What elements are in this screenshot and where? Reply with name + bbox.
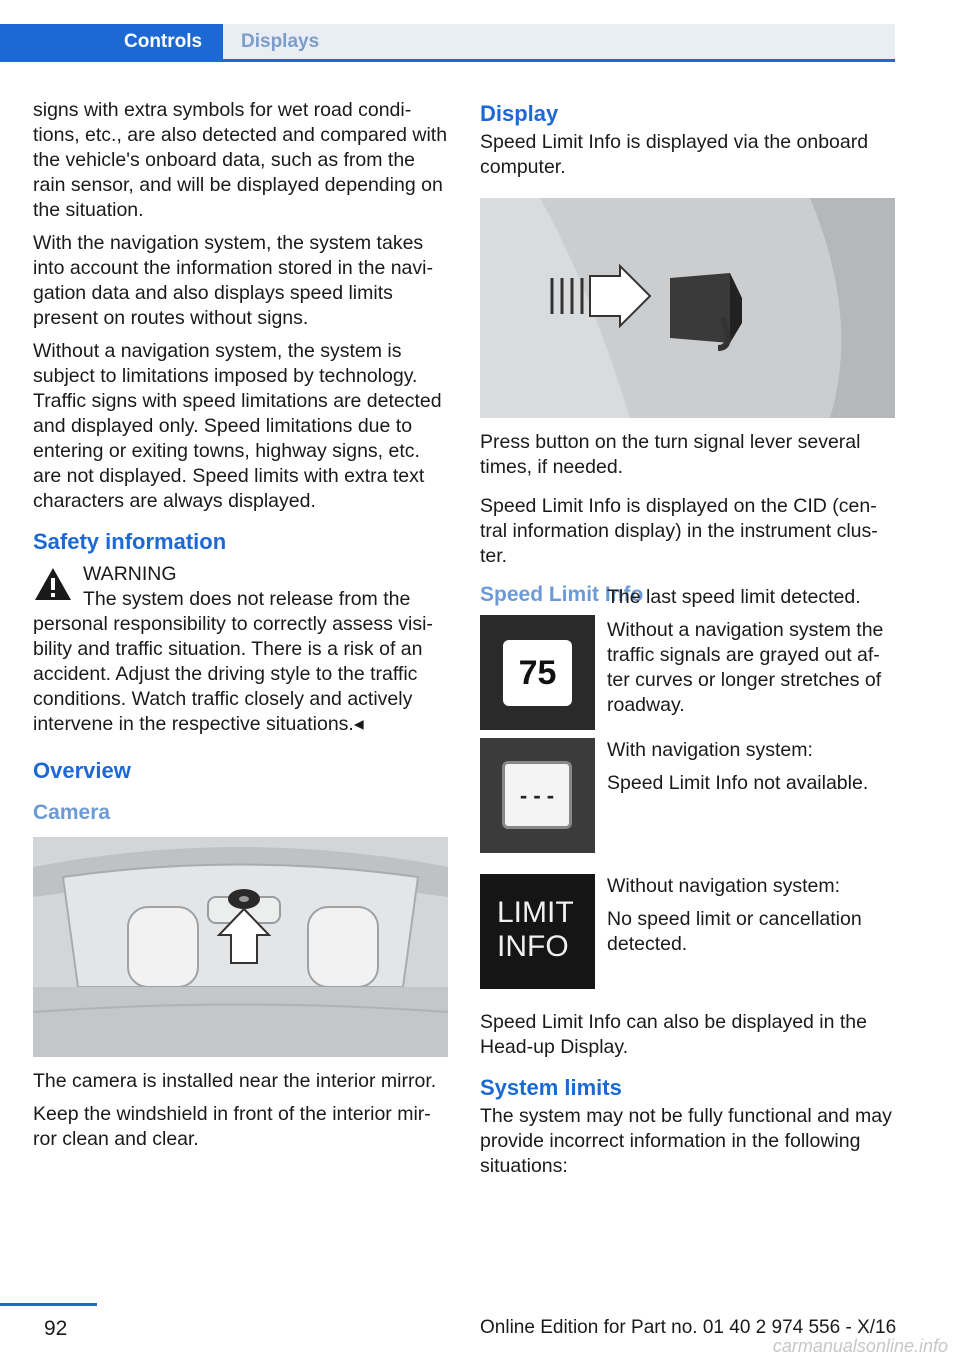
warning-text-first-line: The system does not release from the	[83, 588, 411, 610]
speed-limit-unavailable-row	[480, 738, 896, 854]
page-number: 92	[44, 1317, 68, 1340]
car-interior-illustration	[33, 837, 448, 1057]
no-speed-limit-text: No speed limit or cancellation detected.	[607, 908, 862, 955]
paragraph-navigation: With the navigation system, the system takes into account the information stored in the navigation data and also displays speed limits present on routes without signs.	[33, 232, 433, 329]
speed-limit-75-icon	[480, 615, 595, 730]
warning-block	[33, 562, 448, 737]
warning-title: WARNING	[83, 563, 177, 585]
footer-edition-text: Online Edition for Part no. 01 40 2 974 556 - X/16	[480, 1317, 897, 1338]
speed-limit-info-heading: Speed Limit Info	[480, 583, 644, 606]
hud-text: Speed Limit Info can also be displayed in the Head-up Display.	[480, 1011, 868, 1058]
camera-location-image	[33, 837, 448, 1057]
camera-clean-text: Keep the windshield in front of the interior mirror clean and clear.	[33, 1103, 431, 1150]
warning-triangle-icon	[33, 566, 73, 602]
paragraph-extra-symbols: signs with extra symbols for wet road conditions, etc., are also detected and compared with the vehicle's onboard data, such as from the rain sensor, and will be displayed depending on the situation.	[33, 99, 448, 221]
press-button-text: Press button on the turn signal lever several times, if needed.	[480, 431, 861, 478]
warning-text: personal responsibility to correctly assess visibility and traffic situation. There is a risk of an accident. Adjust the driving style to the traffic conditions. Watch traffic closely and actively intervene in the respective situations.◂	[33, 613, 433, 735]
right-column	[480, 100, 896, 1187]
with-navigation-text: With navigation system:	[607, 739, 813, 761]
speed-limit-75-value: 75	[518, 653, 557, 692]
camera-heading: Camera	[33, 801, 111, 824]
left-column	[33, 98, 448, 1160]
tab-controls[interactable]: Controls	[0, 24, 223, 59]
limit-info-line1: LIMIT	[497, 896, 574, 929]
last-speed-limit-text: The last speed limit detected.	[607, 586, 861, 608]
limit-info-line2: INFO	[497, 930, 569, 963]
system-limits-text: The system may not be fully functional and may provide incorrect information in the following situations:	[480, 1105, 892, 1177]
tab-displays[interactable]: Displays	[223, 24, 895, 59]
without-navigation-text: Without navigation system:	[607, 875, 841, 897]
grayed-out-text: Without a navigation system the traffic signals are grayed out after curves or longer stretches of roadway.	[607, 619, 884, 716]
speed-limit-dashes: - - -	[519, 782, 555, 808]
paragraph-without-navigation: Without a navigation system, the system is subject to limitations imposed by technology. Traffic signs with speed limitations are detected and displayed only. Speed limitations due to entering or exiting towns, highway signs, etc. are not displayed. Speed limits with extra text characters are always displayed.	[33, 340, 442, 512]
display-intro-text: Speed Limit Info is displayed via the onboard computer.	[480, 131, 869, 178]
speed-limit-unavailable-icon	[480, 738, 595, 853]
turn-signal-lever-image	[480, 198, 895, 418]
limit-info-icon	[480, 874, 595, 989]
speed-limit-75-row	[480, 585, 896, 718]
system-limits-heading: System limits	[480, 1075, 622, 1100]
footer-accent-bar	[0, 1303, 97, 1306]
turn-signal-lever-illustration	[480, 198, 895, 418]
safety-information-heading: Safety information	[33, 529, 227, 554]
limit-info-row	[480, 874, 896, 990]
overview-heading: Overview	[33, 758, 131, 783]
watermark-site: carmanualsonline.info	[772, 1336, 948, 1356]
display-heading: Display	[480, 101, 559, 126]
cid-display-text: Speed Limit Info is displayed on the CID (central information display) in the instrument cluster.	[480, 495, 878, 567]
section-tabs	[0, 24, 895, 62]
camera-location-text: The camera is installed near the interior mirror.	[33, 1070, 437, 1092]
not-available-text: Speed Limit Info not available.	[607, 772, 869, 794]
